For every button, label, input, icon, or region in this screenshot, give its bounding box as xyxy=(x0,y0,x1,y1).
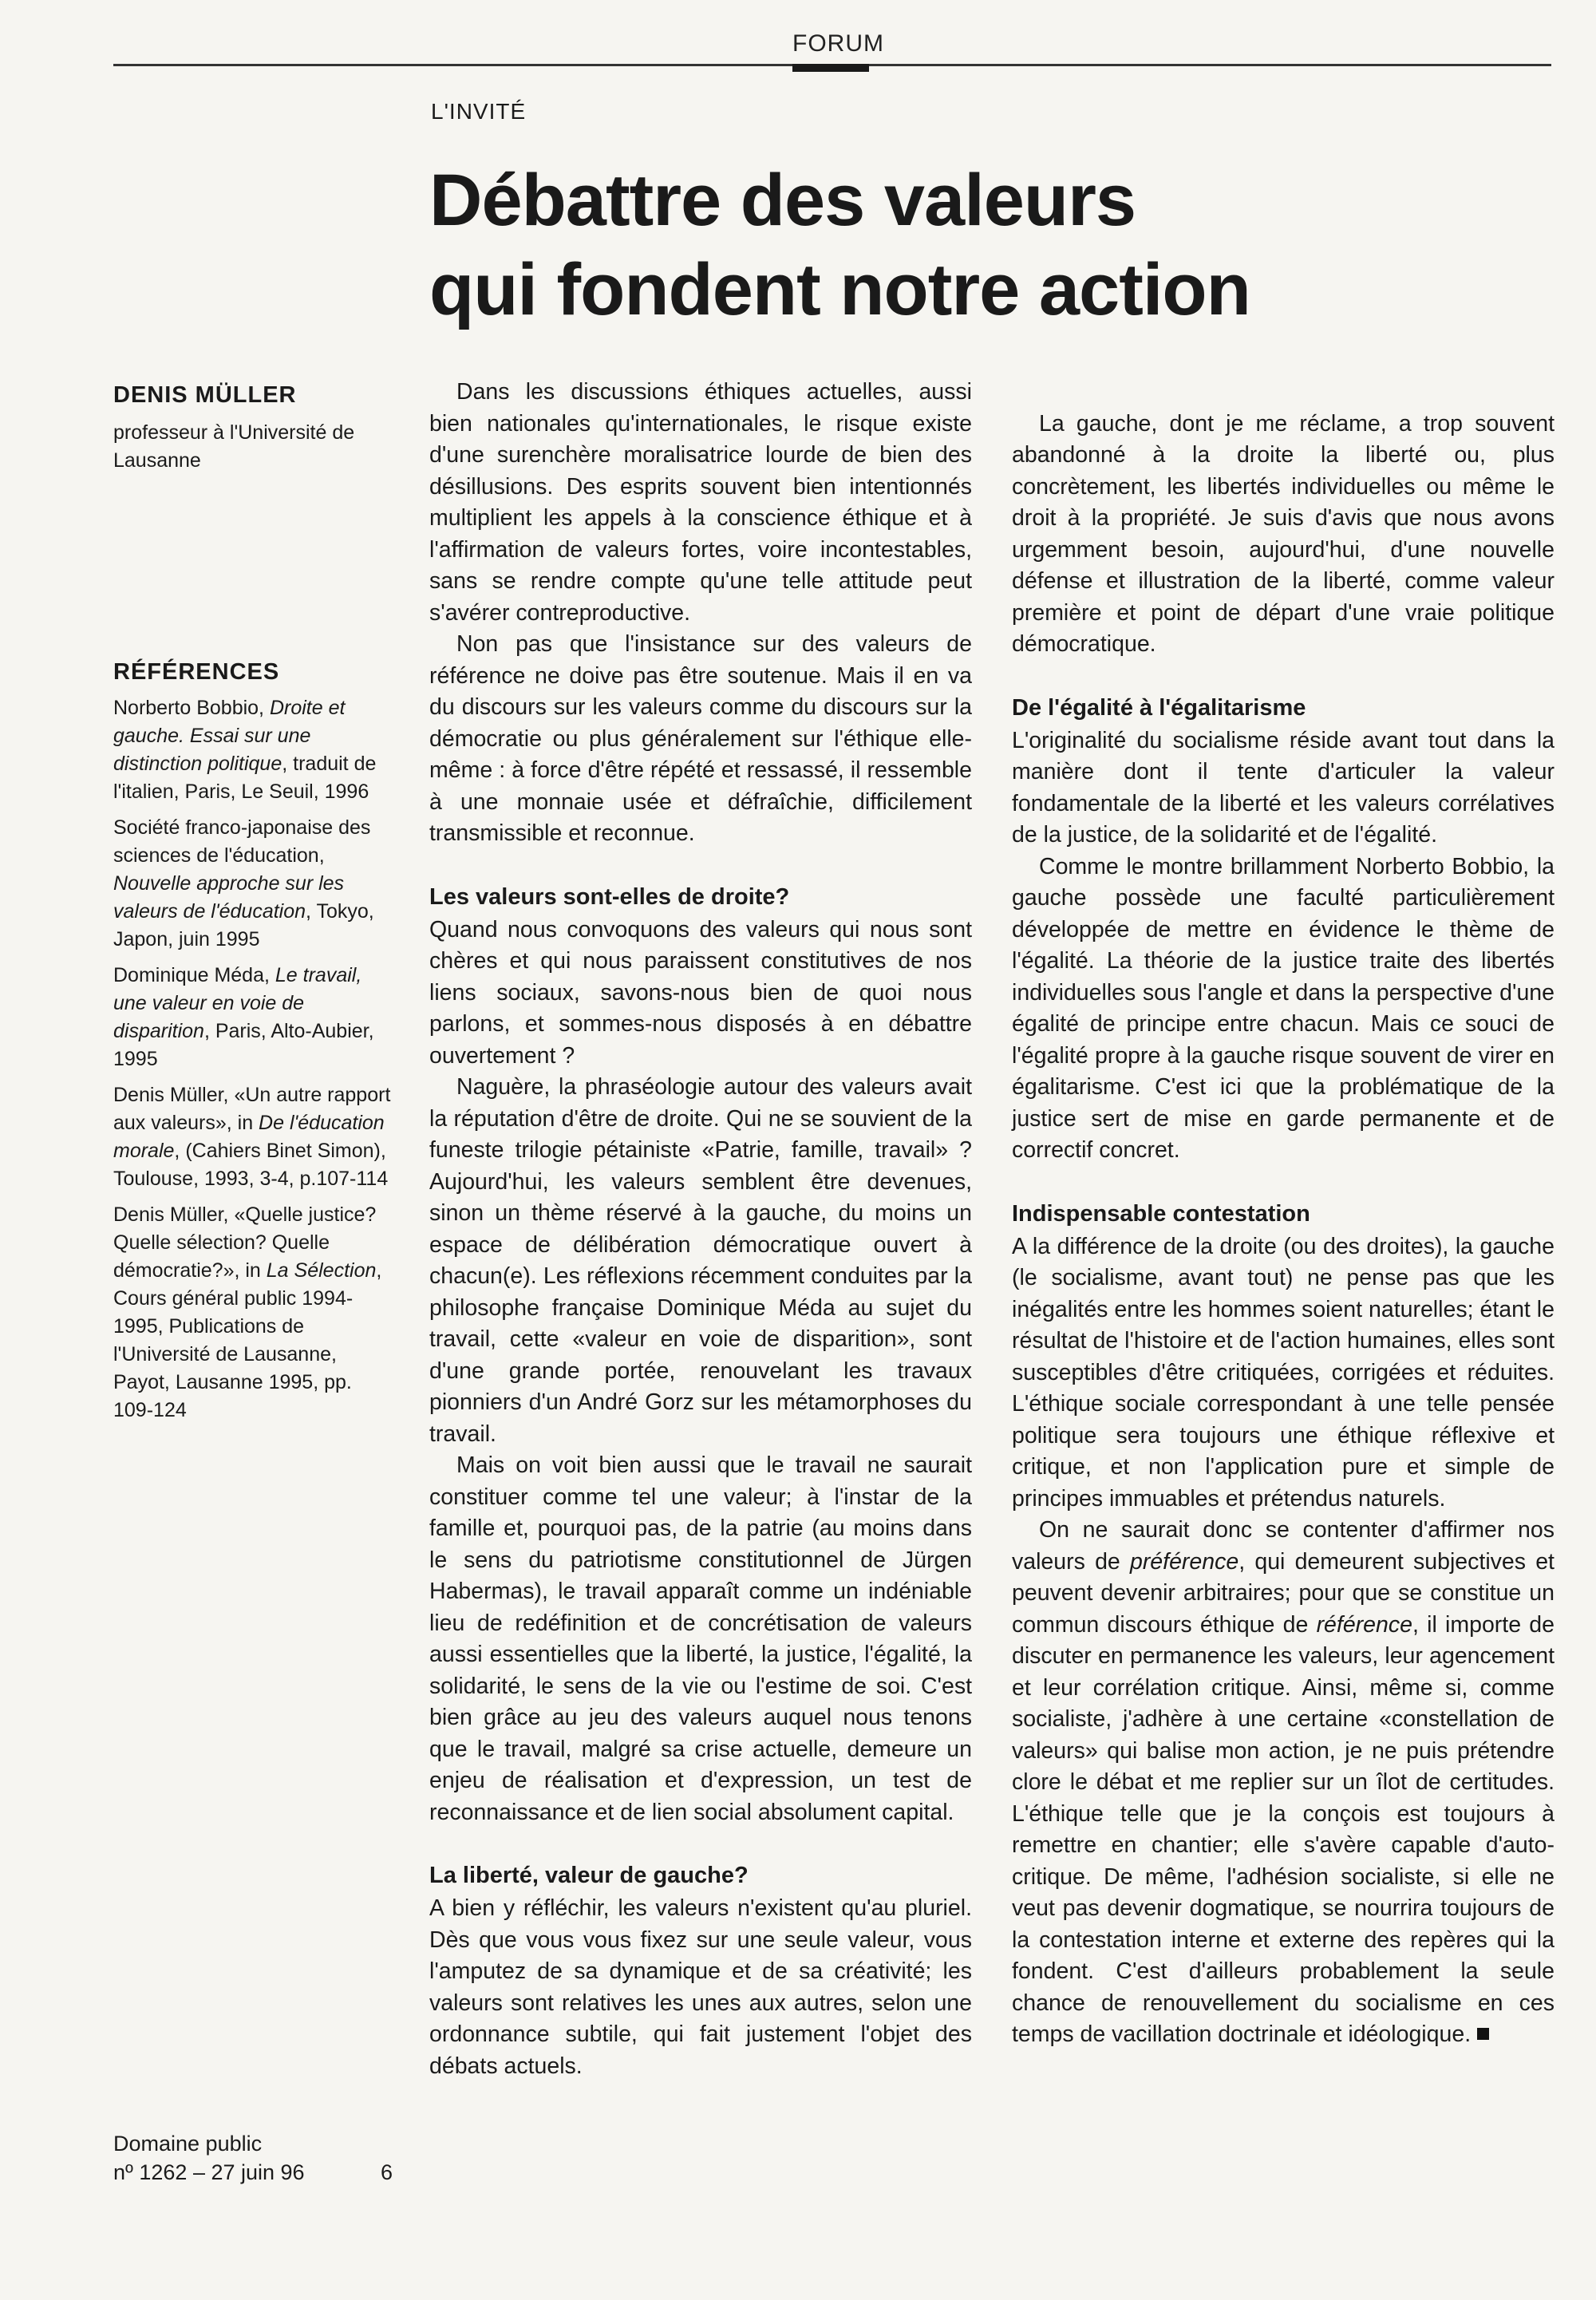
section-label: FORUM xyxy=(792,30,884,57)
paragraph: On ne saurait donc se contenter d'affirmer nos valeurs de préférence, qui demeurent subjectives et peuvent devenir arbitraires; pour que se constitue un commun discours éthique de référence, il importe de discuter en permanence les valeurs, leur agencement et leur corrélation critique. Ainsi, même si, comme socialiste, j'adhère à une certaine «constellation de valeurs» qui balise mon action, je ne puis prétendre clore le débat et me replier sur un îlot de certitudes. L'éthique telle que je la conçois est toujours à remettre en chantier; elle s'avère capable d'auto-critique. De même, l'adhésion socialiste, si elle ne veut pas devenir dogmatique, se nourrira toujours de la contestation interne et externe des repères qui la fondent. C'est d'ailleurs probablement la seule chance de renouvellement du socialisme en ces temps de vacillation doctrinale et idéologique. xyxy=(1012,1517,1555,2047)
reference-item: Denis Müller, «Quelle justice? Quelle sélection? Quelle démocratie?», in La Sélection, Cours général public 1994-1995, Publications de l'Université de Lausanne, Payot, Lausanne 1995, pp. 109-124 xyxy=(113,1203,382,1421)
references-heading: RÉFÉRENCES xyxy=(113,659,280,685)
page-number: 6 xyxy=(380,2160,393,2184)
paragraph: Comme le montre brillamment Norberto Bobbio, la gauche possède une faculté particulièrement développée de mettre en évidence le thème de l'égalité. La théorie de la justice traite des libertés individuelles sous l'angle et dans la perspective d'une égalité de principe entre chacun. Mais ce souci de l'égalité propre à la gauche risque souvent de virer en égalitarisme. C'est ici que la problématique de la justice sert de mise en garde permanente et de correctif concret. xyxy=(1012,853,1555,1163)
subheading: De l'égalité à l'égalitarisme xyxy=(1012,694,1306,721)
article-column-1 xyxy=(429,377,972,2082)
paragraph: Dans les discussions éthiques actuelles, aussi bien nationales qu'internationales, le risque existe d'une surenchère moralisatrice lourde de bien des désillusions. Des esprits souvent bien intentionnés multiplient les appels à la conscience éthique et à l'affirmation de valeurs fortes, voire incontestables, sans se rendre compte qu'une telle attitude peut s'avérer contreproductive. xyxy=(429,379,972,626)
paragraph: L'originalité du socialisme réside avant tout dans la manière dont il tente d'articuler la valeur fondamentale de la liberté et les valeurs corrélatives de la justice, de la solidarité et de l'égalité. xyxy=(1012,727,1555,848)
publication-name: Domaine public xyxy=(113,2132,263,2156)
paragraph: La gauche, dont je me réclame, a trop souvent abandonné à la droite la liberté ou, plus concrètement, les libertés individuelles ou même le droit à la propriété. Je suis d'avis que nous avons urgemment besoin, aujourd'hui, d'une nouvelle défense et illustration de la liberté, comme valeur première et point de départ d'une vraie politique démocratique. xyxy=(1012,410,1555,657)
subheading: Indispensable contestation xyxy=(1012,1200,1310,1227)
reference-item: Dominique Méda, Le travail, une valeur en voie de disparition, Paris, Alto-Aubier, 1995 xyxy=(113,964,374,1070)
issue-info: nº 1262 – 27 juin 96 xyxy=(113,2160,305,2184)
kicker: L'INVITÉ xyxy=(431,99,527,124)
headline-line-2: qui fondent notre action xyxy=(429,249,1250,330)
end-mark-icon xyxy=(1477,2028,1489,2040)
paragraph: A la différence de la droite (ou des droites), la gauche (le socialisme, avant tout) ne pense pas que les inégalités entre les hommes soient naturelles; étant le résultat de l'histoire et de l'action humaines, elles sont susceptibles d'être critiquées, corrigées et réduites. L'éthique sociale correspondant à une telle pensée politique sera toujours une éthique réflexive et critique, et non l'application pure et simple de principes immuables et prétendus naturels. xyxy=(1012,1233,1555,1512)
reference-item: Norberto Bobbio, Droite et gauche. Essai sur une distinction politique, traduit de l'italien, Paris, Le Seuil, 1996 xyxy=(113,697,377,803)
paragraph: Naguère, la phraséologie autour des valeurs avait la réputation d'être de droite. Qui ne se souvient de la funeste trilogie pétainiste «Patrie, famille, travail» ? Aujourd'hui, les valeurs semblent être devenues, sinon un thème réservé à la gauche, du moins un espace de délibération démocratique ouvert à chacun(e). Les réflexions récemment conduites par la philosophe française Dominique Méda au sujet du travail, cette «valeur en voie de disparition», sont d'une grande portée, renouvelant les travaux pionniers d'un André Gorz sur les métamorphoses du travail. xyxy=(429,1074,972,1447)
headline xyxy=(429,156,1467,334)
article-column-2 xyxy=(1012,377,1555,2051)
reference-item: Société franco-japonaise des sciences de l'éducation, Nouvelle approche sur les valeurs de l'éducation, Tokyo, Japon, juin 1995 xyxy=(113,816,374,950)
page-footer xyxy=(113,2129,393,2187)
paragraph: Quand nous convoquons des valeurs qui nous sont chères et qui nous paraissent constitutives de nos liens sociaux, savons-nous bien de quoi nous parlons, et sommes-nous disposés à en débattre ouvertement ? xyxy=(429,916,972,1069)
paragraph: A bien y réfléchir, les valeurs n'existent qu'au pluriel. Dès que vous vous fixez sur une seule valeur, vous l'amputez de sa dynamique et de sa créativité; les valeurs sont relatives les unes aux autres, selon une ordonnance subtile, qui fait justement l'objet des débats actuels. xyxy=(429,1895,972,2079)
subheading: Les valeurs sont-elles de droite? xyxy=(429,883,790,910)
paragraph: Mais on voit bien aussi que le travail ne saurait constituer comme tel une valeur; à l'instar de la famille et, pourquoi pas, de la patrie (au moins dans le sens du patriotisme constitutionnel de Jürgen Habermas), le travail apparaît comme un indéniable lieu de redéfinition et de concrétisation de valeurs aussi essentielles que la liberté, la justice, l'égalité, la solidarité, le sens de la vie ou l'estime de soi. C'est bien grâce au jeu des valeurs auquel nous tenons que le travail, malgré sa crise actuelle, demeure un enjeu de réalisation et d'expression, un test de reconnaissance et de lien social absolument capital. xyxy=(429,1452,972,1825)
subheading: La liberté, valeur de gauche? xyxy=(429,1863,749,1888)
reference-item: Denis Müller, «Un autre rapport aux valeurs», in De l'éducation morale, (Cahiers Binet Simon), Toulouse, 1993, 3-4, p.107-114 xyxy=(113,1084,391,1190)
sidebar xyxy=(113,381,393,1433)
paragraph: Non pas que l'insistance sur des valeurs de référence ne doive pas être soutenue. Mais il en va du discours sur les valeurs comme du discours sur la démocratie ou plus généralement sur l'éthique elle-même : à force d'être répété et ressassé, il ressemble à une monnaie usée et défraîchie, difficilement transmissible et reconnue. xyxy=(429,631,972,846)
section-bar xyxy=(792,64,869,72)
author-title: professeur à l'Université de Lausanne xyxy=(113,421,355,472)
author-name: DENIS MÜLLER xyxy=(113,382,297,408)
headline-line-1: Débattre des valeurs xyxy=(429,160,1136,241)
